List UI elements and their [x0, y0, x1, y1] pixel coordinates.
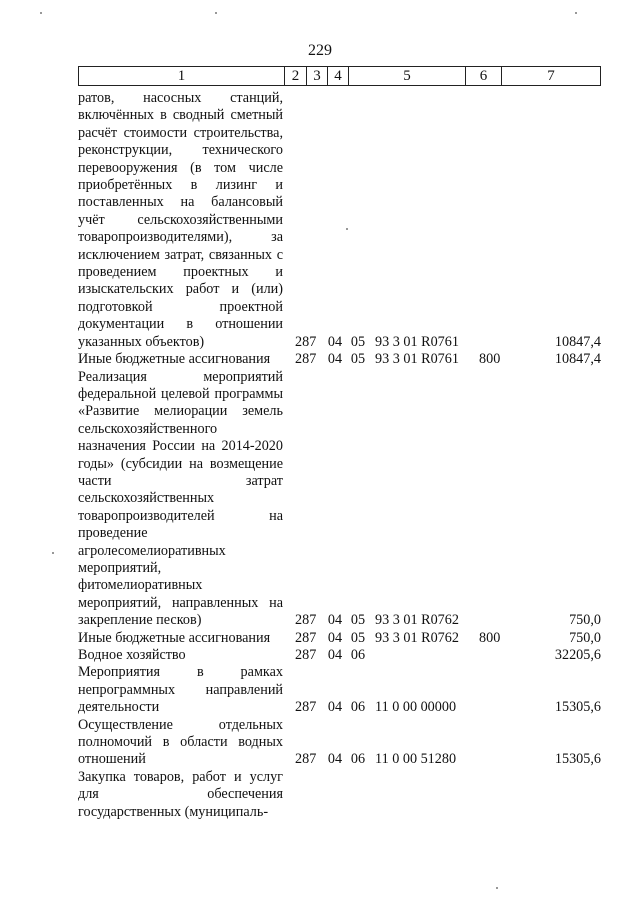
- row-code-admin: 287: [295, 629, 317, 646]
- scan-speck: [52, 552, 54, 554]
- row-amount: 10847,4: [554, 333, 601, 350]
- table-row: [78, 769, 601, 821]
- row-code-expense-type: [479, 334, 509, 351]
- row-code-admin: 287: [295, 333, 317, 350]
- row-amount: 750,0: [569, 612, 601, 629]
- table-row: [78, 90, 601, 351]
- row-code-subsection: 05: [350, 351, 366, 368]
- row-code-expense-type: [479, 751, 509, 768]
- header-col-1: 1: [79, 67, 285, 85]
- header-col-6: 6: [466, 67, 502, 85]
- row-description: Закупка товаров, работ и услуг для обеспечения государственных (муниципаль-: [78, 768, 283, 820]
- row-description: Водное хозяйство: [78, 647, 186, 663]
- row-code-target: 11 0 00 00000: [375, 699, 457, 716]
- row-code-subsection: 05: [350, 612, 366, 629]
- scan-speck: [215, 12, 217, 14]
- header-col-4: 4: [328, 67, 349, 85]
- row-code-admin: 287: [295, 351, 317, 368]
- table-header: [78, 66, 601, 86]
- row-amount: 15305,6: [554, 751, 601, 768]
- header-col-2: 2: [285, 67, 307, 85]
- row-amount: 10847,4: [554, 351, 601, 368]
- row-description: ратов, насосных станций, включённых в сводный сметный расчёт стоимости строительства, реконструкции, технического перевооружения (в том числе приобретённых в лизинг и поставленных на балансовый учёт сельскохозяйственными товаропроизводителями), за исключением затрат, связанных с проведением проектных и изыскательских работ и (или) подготовкой проектной документации в отношении указанных объектов): [78, 90, 283, 350]
- scan-speck: [496, 887, 498, 889]
- row-code-admin: 287: [295, 647, 317, 663]
- row-code-subsection: 06: [350, 647, 366, 663]
- table-body: [78, 90, 601, 821]
- row-amount: 32205,6: [554, 647, 601, 663]
- row-description: Иные бюджетные ассигнования: [78, 629, 271, 646]
- row-code-expense-type: [479, 647, 509, 664]
- header-col-7: 7: [547, 68, 555, 84]
- row-description: Иные бюджетные ассигнования: [78, 351, 271, 368]
- row-amount: 15305,6: [554, 699, 601, 716]
- row-code-target: 11 0 00 51280: [375, 751, 457, 768]
- table-row: [78, 630, 601, 647]
- row-code-section: 04: [327, 612, 343, 629]
- scan-speck: [575, 12, 577, 14]
- row-code-subsection: 06: [350, 751, 366, 768]
- row-code-subsection: 05: [350, 629, 366, 646]
- row-code-target: 93 3 01 R0762: [375, 629, 459, 646]
- row-code-admin: 287: [295, 699, 317, 716]
- row-code-target: 93 3 01 R0762: [375, 612, 459, 629]
- row-code-subsection: 06: [350, 699, 366, 716]
- table-row: [78, 717, 601, 769]
- header-col-3: 3: [307, 67, 328, 85]
- scan-speck: [346, 228, 348, 230]
- row-code-target: 93 3 01 R0761: [375, 351, 459, 368]
- table-row: [78, 664, 601, 716]
- page-number: 229: [308, 42, 332, 59]
- row-code-target: [371, 647, 479, 664]
- row-code-subsection: 05: [350, 333, 366, 350]
- row-code-section: 04: [327, 751, 343, 768]
- row-code-section: 04: [327, 351, 343, 368]
- row-code-expense-type: 800: [479, 629, 501, 646]
- row-code-expense-type: 800: [479, 351, 501, 368]
- row-code-expense-type: [479, 699, 509, 716]
- table-row: [78, 369, 601, 630]
- row-description: Мероприятия в рамках непрограммных направлений деятельности: [78, 664, 283, 716]
- row-code-section: 04: [327, 699, 343, 716]
- table-row: [78, 351, 601, 368]
- header-col-5: 5: [349, 67, 466, 85]
- row-code-section: 04: [327, 647, 343, 663]
- row-code-section: 04: [327, 333, 343, 350]
- row-code-section: 04: [327, 629, 343, 646]
- row-amount: 750,0: [569, 629, 601, 646]
- row-code-expense-type: [479, 612, 509, 629]
- row-code-admin: 287: [295, 612, 317, 629]
- scan-speck: [40, 12, 42, 14]
- row-code-admin: 287: [295, 751, 317, 768]
- row-code-target: 93 3 01 R0761: [375, 333, 459, 350]
- row-description: Реализация мероприятий федеральной целевой программы «Развитие мелиорации земель сельскохозяйственного назначения России на 2014-2020 годы» (субсидии на возмещение части затрат сельскохозяйственных товаропроизводителей на проведение агролесомелиоративных мероприятий, фитомелиоративных мероприятий, направленных на закрепление песков): [78, 368, 283, 629]
- row-description: Осуществление отдельных полномочий в области водных отношений: [78, 716, 283, 768]
- table-row: [78, 647, 601, 664]
